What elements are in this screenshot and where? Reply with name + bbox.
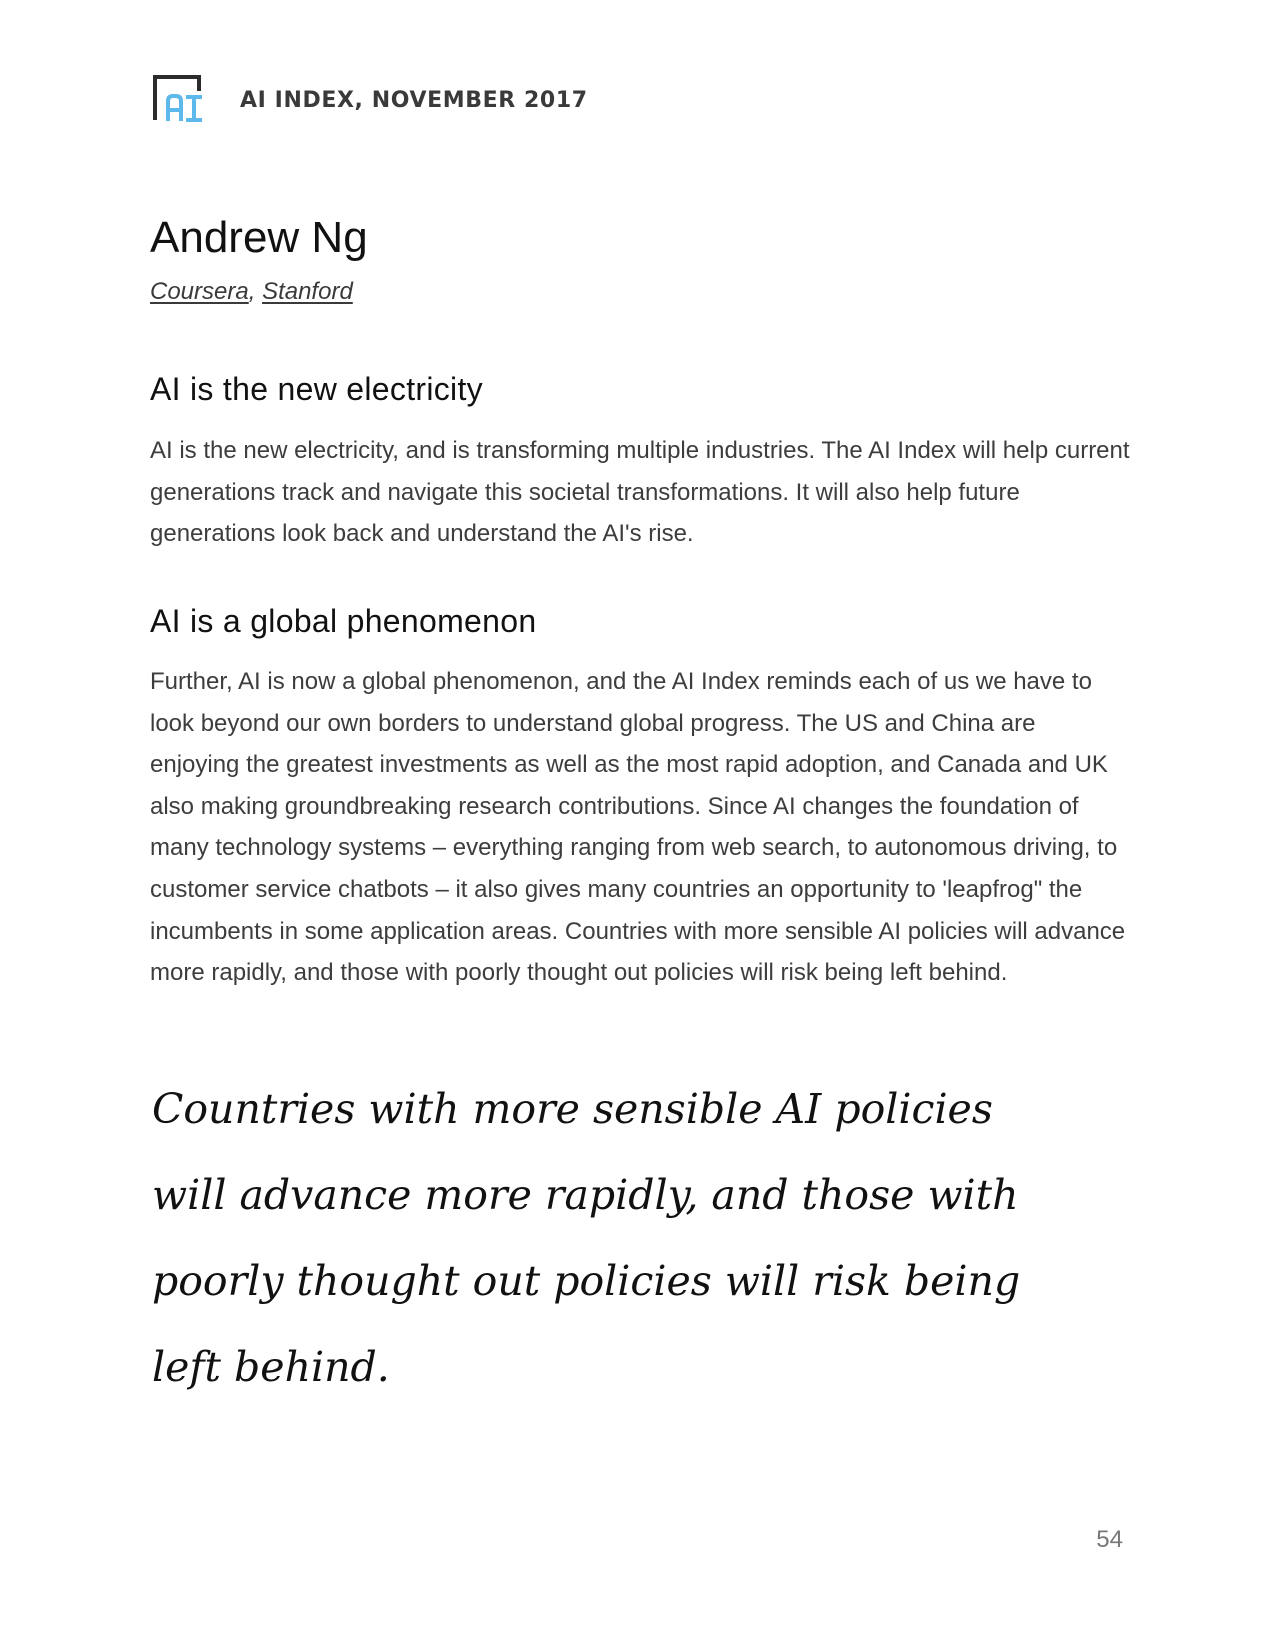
ai-index-logo xyxy=(150,74,206,124)
section-body-electricity: AI is the new electricity, and is transforming multiple industries. The AI Index will help current generations track and navigate this societal transformations. It will also help future generations look back and understand the AI's rise. xyxy=(150,437,1130,548)
page-header xyxy=(150,74,588,124)
page-number: 54 xyxy=(1096,1526,1123,1553)
section-body-global: Further, AI is now a global phenomenon, and the AI Index reminds each of us we have to look beyond our own borders to understand global progress. The US and China are enjoying the greatest investments as well as the most rapid adoption, and Canada and UK also making groundbreaking research contributions. Since AI changes the foundation of many technology systems – everything ranging from web search, to autonomous driving, to customer service chatbots – it also gives many countries an opportunity to 'leapfrog" the incumbents in some application areas. Countries with more sensible AI policies will advance more rapidly, and those with poorly thought out policies will risk being left behind. xyxy=(150,668,1126,987)
report-title: AI INDEX, NOVEMBER 2017 xyxy=(240,87,588,113)
author-name: Andrew Ng xyxy=(150,213,368,262)
affiliation-link-coursera[interactable]: Coursera xyxy=(150,278,249,305)
section-heading-electricity: AI is the new electricity xyxy=(150,371,483,407)
affiliation-link-stanford[interactable]: Stanford xyxy=(262,278,353,305)
affiliation-separator: , xyxy=(248,278,263,305)
section-heading-global: AI is a global phenomenon xyxy=(150,603,537,639)
author-affiliations xyxy=(150,276,353,308)
pull-quote: Countries with more sensible AI policies will advance more rapidly, and those with poorly thought out policies will risk being left behind. xyxy=(152,1085,1021,1391)
